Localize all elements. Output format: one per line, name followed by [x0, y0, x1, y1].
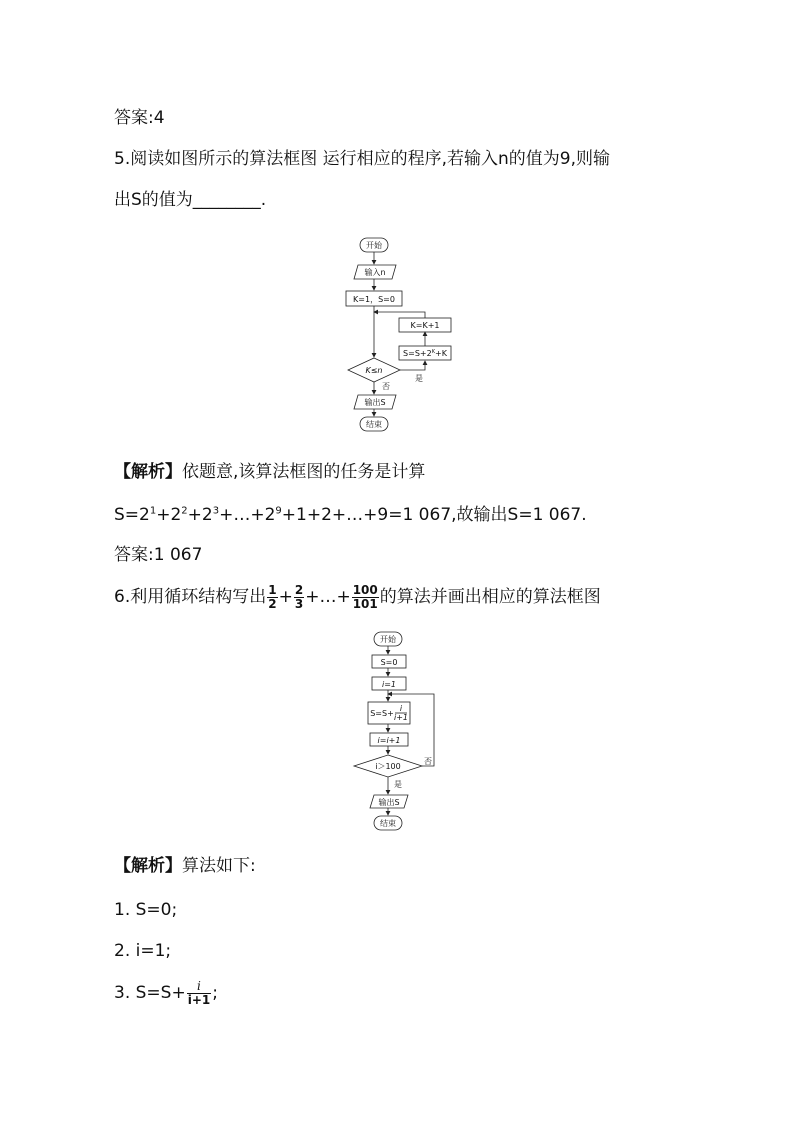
q5-end-text: 结束 [366, 420, 382, 429]
q6-step-2: 2. i=1; [114, 941, 172, 961]
q6-step-3: 3. S=S+ $\frac{i}{i+1}$ ; [114, 978, 218, 1007]
q6-flowchart [350, 628, 450, 833]
q6-fraction-3: $\frac{100}{101}$ [352, 582, 378, 611]
q6-init-s-text: S=0 [380, 658, 398, 667]
q5-yes-label: 是 [415, 374, 423, 383]
q6-fraction-2: $\frac{2}{3}$ [294, 582, 304, 611]
q6-update-s-prefix: S=S+ [370, 709, 394, 718]
q5-start-text: 开始 [366, 241, 382, 250]
q6-prompt: 6.利用循环结构写出 $\frac{1}{2}$ + $\frac{2}{3}$ +…+ $\frac{100}{101}$ 的算法并画出相应的算法框图 [114, 582, 601, 611]
q5-increment-text: K=K+1 [410, 321, 440, 330]
q5-no-label: 否 [382, 382, 390, 391]
q6-start-text: 开始 [380, 635, 396, 644]
q6-fraction-1: $\frac{1}{2}$ [268, 582, 277, 611]
q5-solution-text: 依题意,该算法框图的任务是计算 [182, 462, 426, 482]
q5-prompt-line2: 出S的值为________. [114, 190, 267, 210]
q5-output-text: 输出S [364, 398, 386, 407]
q5-answer: 答案:1 067 [114, 545, 203, 565]
q5-solution-label: 【解析】 [114, 462, 182, 482]
q6-update-s-num: i [399, 704, 403, 713]
q5-init-text: K=1，S=0 [353, 295, 395, 304]
q6-step3-fraction: $\frac{i}{i+1}$ [187, 978, 211, 1007]
q6-no-label: 否 [424, 757, 432, 766]
q4-answer: 答案:4 [114, 108, 165, 128]
q5-accumulate-text: $S=S+2^K+K$ [403, 349, 447, 358]
q5-prompt-line1: 5.阅读如图所示的算法框图 运行相应的程序,若输入n的值为9,则输 [114, 149, 611, 169]
q6-update-s-den: i+1 [393, 713, 409, 722]
q6-init-i-text: i=1 [381, 680, 397, 689]
q6-step-1: 1. S=0; [114, 900, 178, 920]
q5-solution [114, 460, 425, 484]
q5-condition-text: K≤n [365, 366, 383, 375]
q6-yes-label: 是 [394, 780, 402, 789]
q6-end-text: 结束 [380, 819, 396, 828]
q6-solution [114, 854, 256, 878]
q6-condition-text: i＞100 [375, 762, 401, 771]
q5-flowchart [340, 232, 470, 434]
q6-solution-label: 【解析】 [114, 856, 182, 876]
q6-solution-text: 算法如下: [182, 856, 256, 876]
q6-output-text: 输出S [378, 798, 400, 807]
q6-update-i-text: i=i+1 [377, 736, 401, 745]
q5-input-text: 输入n [364, 268, 386, 277]
q5-formula: $S=2^1+2^2+2^3+\dots+2^9+1+2+\dots+9=1$ 067,故输出S=1 067. [114, 505, 587, 525]
